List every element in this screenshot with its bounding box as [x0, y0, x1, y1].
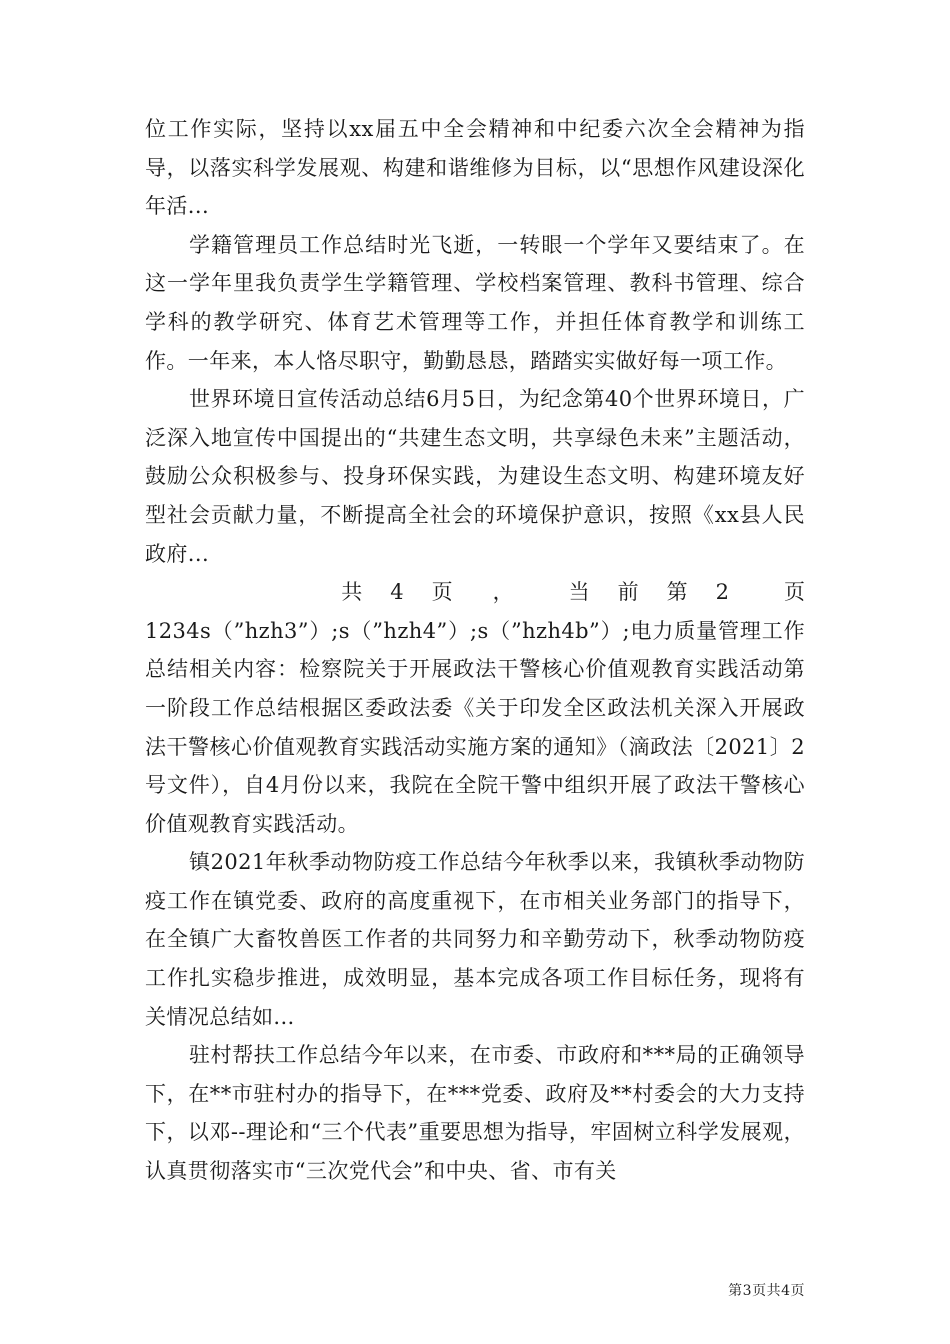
paragraph-5: 镇2021年秋季动物防疫工作总结今年秋季以来，我镇秋季动物防疫工作在镇党委、政府的高度重视下，在市相关业务部门的指导下，在全镇广大畜牧兽医工作者的共同努力和辛勤劳动下，秋季动物防疫工作扎实稳步推进，成效明显，基本完成各项工作目标任务，现将有关情况总结如... [145, 850, 805, 1029]
page-marker-total-prefix: 共 [341, 580, 363, 605]
paragraph-6: 驻村帮扶工作总结今年以来，在市委、市政府和***局的正确领导下，在**市驻村办的指导下，在***党委、政府及**村委会的大力支持下，以邓--理论和“三个代表”重要思想为指导，牢固树立科学发展观，认真贯彻落实市“三次党代会”和中央、省、市有关 [145, 1043, 805, 1184]
page-marker-current-suffix: 页 [784, 580, 805, 605]
paragraph-1: 位工作实际，坚持以xx届五中全会精神和中纪委六次全会精神为指导，以落实科学发展观、构建和谐维修为目标，以“思想作风建设深化年活... [145, 117, 805, 219]
paragraph-2: 学籍管理员工作总结时光飞逝，一转眼一个学年又要结束了。在这一学年里我负责学生学籍管理、学校档案管理、教科书管理、综合学科的教学研究、体育艺术管理等工作，并担任体育教学和训练工作。一年来，本人恪尽职守，勤勤恳恳，踏踏实实做好每一项工作。 [145, 232, 805, 373]
page-marker-current-prefix: 当前第 [568, 580, 716, 605]
document-body [145, 110, 805, 1191]
page-marker [145, 573, 805, 612]
page-footer: 第3页共4页 [728, 1283, 805, 1299]
paragraph-4: 1234s（”hzh3”）;s（”hzh4”）;s（”hzh4b”）;电力质量管理工作总结相关内容：检察院关于开展政法干警核心价值观教育实践活动第一阶段工作总结根据区委政法委《关于印发全区政法机关深入开展政法干警核心价值观教育实践活动实施方案的通知》（滴政法〔2021〕2号文件），自4月份以来，我院在全院干警中组织开展了政法干警核心价值观教育实践活动。 [145, 618, 805, 836]
page-marker-total-suffix: 页 [431, 580, 453, 605]
paragraph-3: 世界环境日宣传活动总结6月5日，为纪念第40个世界环境日，广泛深入地宣传中国提出的“共建生态文明，共享绿色未来”主题活动，鼓励公众积极参与、投身环保实践，为建设生态文明、构建环境友好型社会贡献力量，不断提高全社会的环境保护意识，按照《xx县人民政府... [145, 387, 805, 566]
page-marker-comma: ， [492, 580, 514, 605]
page-marker-total: 4 [390, 580, 404, 605]
page-marker-current: 2 [715, 580, 729, 605]
